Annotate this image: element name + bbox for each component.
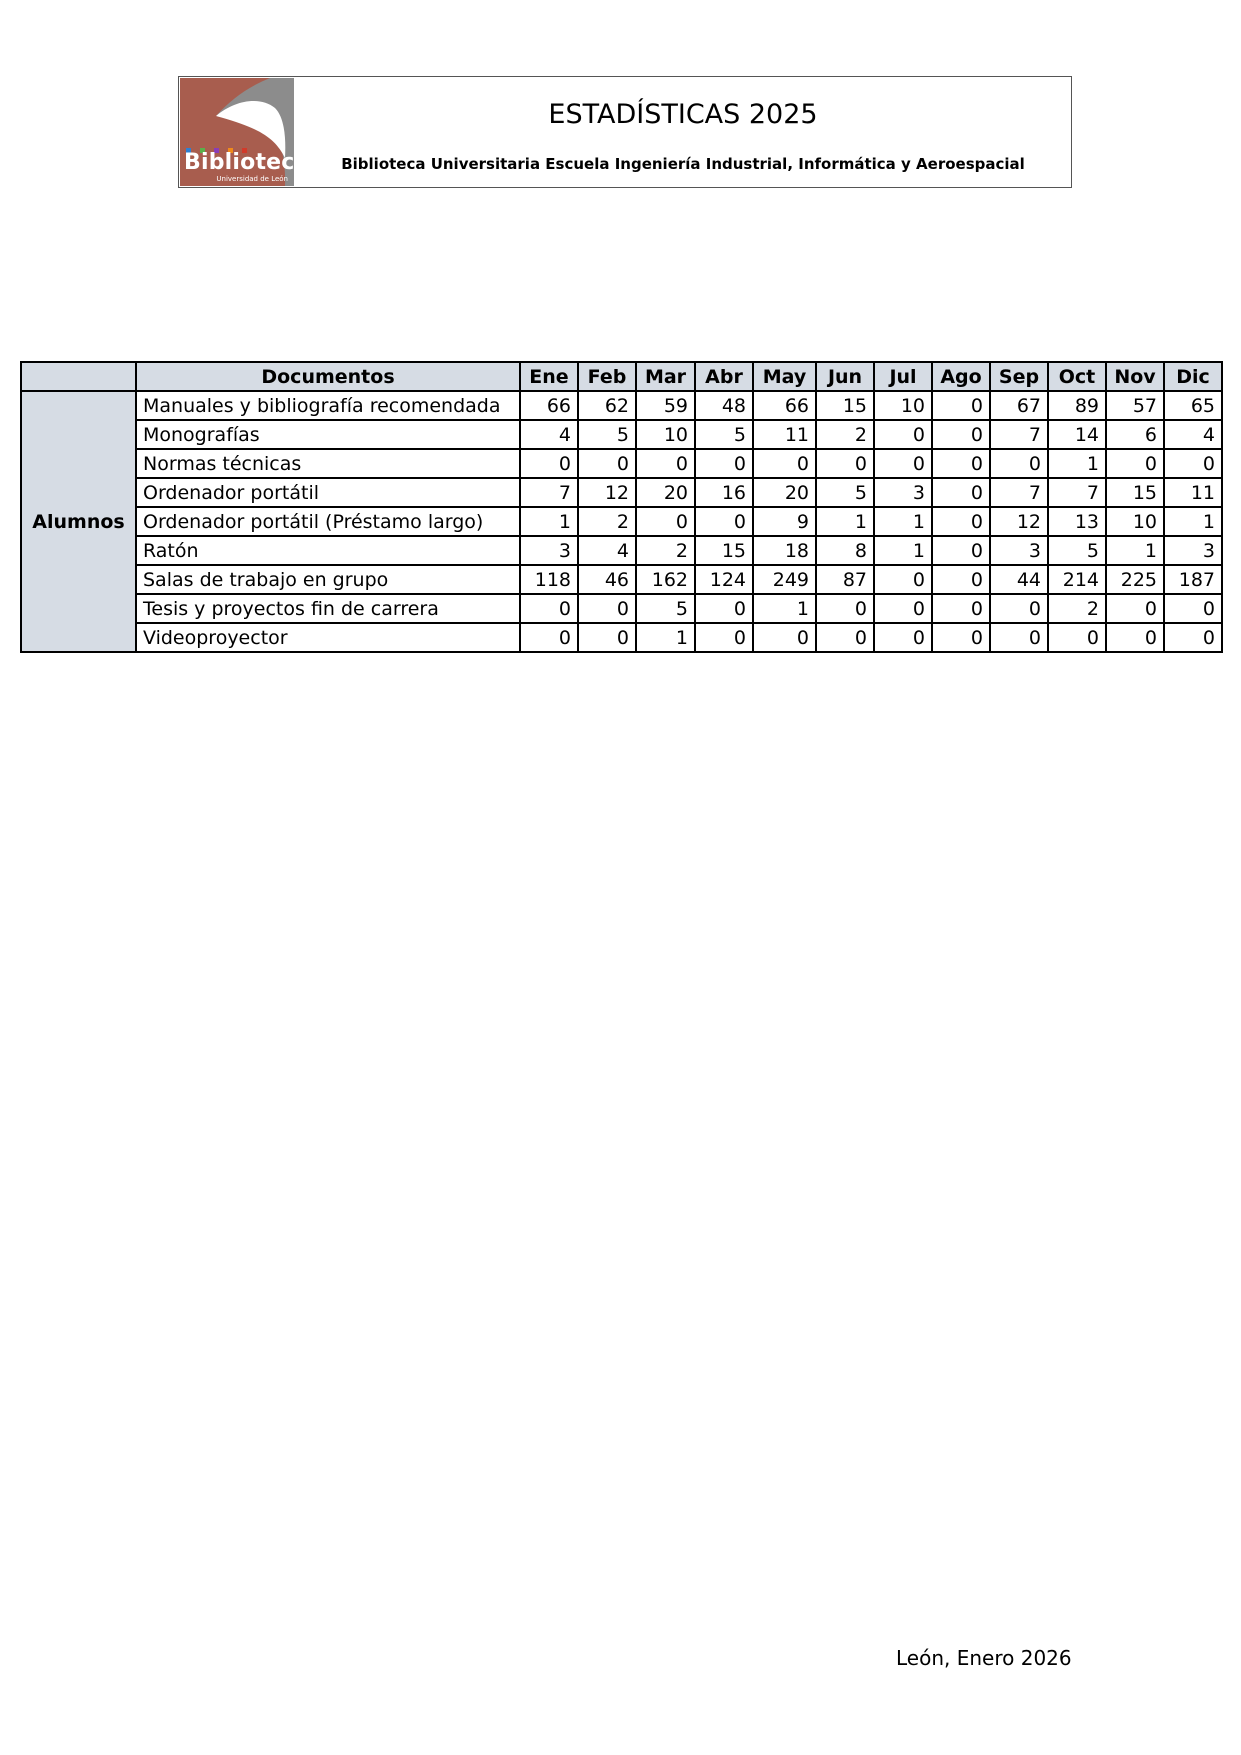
- logo-subtext: Universidad de León: [216, 175, 288, 183]
- value-cell: 162: [636, 565, 695, 594]
- statistics-table: [20, 361, 1223, 653]
- value-cell: 1: [1164, 507, 1222, 536]
- value-cell: 10: [1106, 507, 1164, 536]
- value-cell: 0: [932, 623, 990, 652]
- value-cell: 15: [695, 536, 753, 565]
- value-cell: 0: [932, 391, 990, 420]
- value-cell: 0: [874, 565, 932, 594]
- value-cell: 0: [874, 449, 932, 478]
- value-cell: 9: [753, 507, 816, 536]
- corner-cell: [21, 362, 136, 391]
- value-cell: 0: [520, 594, 578, 623]
- value-cell: 249: [753, 565, 816, 594]
- month-header: Mar: [636, 362, 695, 391]
- document-label: Manuales y bibliografía recomendada: [136, 391, 520, 420]
- table-row: [21, 594, 1222, 623]
- value-cell: 2: [636, 536, 695, 565]
- value-cell: 5: [578, 420, 636, 449]
- value-cell: 16: [695, 478, 753, 507]
- value-cell: 11: [1164, 478, 1222, 507]
- value-cell: 1: [520, 507, 578, 536]
- value-cell: 0: [816, 623, 874, 652]
- value-cell: 5: [636, 594, 695, 623]
- month-header: Feb: [578, 362, 636, 391]
- value-cell: 0: [932, 536, 990, 565]
- value-cell: 0: [695, 507, 753, 536]
- value-cell: 0: [990, 623, 1048, 652]
- value-cell: 65: [1164, 391, 1222, 420]
- page-title: ESTADÍSTICAS 2025: [548, 99, 818, 130]
- value-cell: 2: [1048, 594, 1106, 623]
- value-cell: 8: [816, 536, 874, 565]
- value-cell: 225: [1106, 565, 1164, 594]
- value-cell: 67: [990, 391, 1048, 420]
- value-cell: 5: [816, 478, 874, 507]
- value-cell: 3: [990, 536, 1048, 565]
- month-header: May: [753, 362, 816, 391]
- value-cell: 0: [520, 449, 578, 478]
- document-label: Normas técnicas: [136, 449, 520, 478]
- value-cell: 18: [753, 536, 816, 565]
- value-cell: 0: [578, 623, 636, 652]
- table-row: [21, 536, 1222, 565]
- table-row: [21, 478, 1222, 507]
- table-header-row: [21, 362, 1222, 391]
- value-cell: 1: [874, 507, 932, 536]
- value-cell: 0: [816, 449, 874, 478]
- month-header: Abr: [695, 362, 753, 391]
- value-cell: 0: [1164, 449, 1222, 478]
- month-header: Sep: [990, 362, 1048, 391]
- value-cell: 0: [636, 449, 695, 478]
- value-cell: 0: [1164, 623, 1222, 652]
- value-cell: 0: [932, 507, 990, 536]
- value-cell: 0: [932, 478, 990, 507]
- value-cell: 20: [753, 478, 816, 507]
- month-header: Jun: [816, 362, 874, 391]
- value-cell: 0: [636, 507, 695, 536]
- value-cell: 14: [1048, 420, 1106, 449]
- value-cell: 2: [816, 420, 874, 449]
- month-header: Nov: [1106, 362, 1164, 391]
- value-cell: 0: [932, 420, 990, 449]
- table-row: [21, 565, 1222, 594]
- value-cell: 0: [990, 594, 1048, 623]
- document-label: Salas de trabajo en grupo: [136, 565, 520, 594]
- value-cell: 4: [520, 420, 578, 449]
- value-cell: 1: [636, 623, 695, 652]
- value-cell: 11: [753, 420, 816, 449]
- document-label: Monografías: [136, 420, 520, 449]
- month-header: Ene: [520, 362, 578, 391]
- value-cell: 0: [695, 623, 753, 652]
- document-label: Ordenador portátil (Préstamo largo): [136, 507, 520, 536]
- value-cell: 1: [1048, 449, 1106, 478]
- value-cell: 0: [1164, 594, 1222, 623]
- table-row: [21, 391, 1222, 420]
- value-cell: 10: [874, 391, 932, 420]
- document-label: Ratón: [136, 536, 520, 565]
- value-cell: 0: [695, 449, 753, 478]
- value-cell: 0: [1048, 623, 1106, 652]
- value-cell: 13: [1048, 507, 1106, 536]
- value-cell: 187: [1164, 565, 1222, 594]
- month-header: Dic: [1164, 362, 1222, 391]
- value-cell: 12: [990, 507, 1048, 536]
- value-cell: 66: [520, 391, 578, 420]
- value-cell: 12: [578, 478, 636, 507]
- value-cell: 3: [1164, 536, 1222, 565]
- value-cell: 0: [578, 594, 636, 623]
- value-cell: 3: [874, 478, 932, 507]
- value-cell: 15: [816, 391, 874, 420]
- table-row: [21, 420, 1222, 449]
- value-cell: 6: [1106, 420, 1164, 449]
- value-cell: 1: [874, 536, 932, 565]
- value-cell: 7: [990, 478, 1048, 507]
- value-cell: 0: [874, 623, 932, 652]
- value-cell: 0: [1106, 594, 1164, 623]
- value-cell: 1: [753, 594, 816, 623]
- logo-text: Biblioteca: [184, 150, 310, 175]
- value-cell: 7: [1048, 478, 1106, 507]
- value-cell: 1: [1106, 536, 1164, 565]
- value-cell: 118: [520, 565, 578, 594]
- value-cell: 4: [578, 536, 636, 565]
- value-cell: 10: [636, 420, 695, 449]
- value-cell: 0: [874, 420, 932, 449]
- value-cell: 89: [1048, 391, 1106, 420]
- value-cell: 0: [874, 594, 932, 623]
- value-cell: 20: [636, 478, 695, 507]
- value-cell: 48: [695, 391, 753, 420]
- value-cell: 0: [932, 449, 990, 478]
- biblioteca-logo: [180, 78, 310, 186]
- value-cell: 124: [695, 565, 753, 594]
- table-body: [21, 391, 1222, 652]
- month-header: Oct: [1048, 362, 1106, 391]
- page-subtitle: Biblioteca Universitaria Escuela Ingeniería Industrial, Informática y Aeroespacial: [341, 155, 1025, 173]
- value-cell: 0: [578, 449, 636, 478]
- value-cell: 15: [1106, 478, 1164, 507]
- documents-header: Documentos: [136, 362, 520, 391]
- table-row: [21, 507, 1222, 536]
- value-cell: 0: [753, 449, 816, 478]
- value-cell: 5: [1048, 536, 1106, 565]
- value-cell: 5: [695, 420, 753, 449]
- month-header: Ago: [932, 362, 990, 391]
- value-cell: 7: [520, 478, 578, 507]
- value-cell: 62: [578, 391, 636, 420]
- value-cell: 0: [990, 449, 1048, 478]
- value-cell: 1: [816, 507, 874, 536]
- document-label: Tesis y proyectos fin de carrera: [136, 594, 520, 623]
- value-cell: 59: [636, 391, 695, 420]
- value-cell: 3: [520, 536, 578, 565]
- value-cell: 4: [1164, 420, 1222, 449]
- value-cell: 0: [932, 594, 990, 623]
- document-header: [178, 76, 1072, 188]
- place-date: León, Enero 2026: [896, 1646, 1072, 1670]
- value-cell: 46: [578, 565, 636, 594]
- value-cell: 7: [990, 420, 1048, 449]
- value-cell: 0: [753, 623, 816, 652]
- value-cell: 0: [520, 623, 578, 652]
- table-row: [21, 623, 1222, 652]
- document-label: Ordenador portátil: [136, 478, 520, 507]
- month-header: Jul: [874, 362, 932, 391]
- value-cell: 0: [1106, 623, 1164, 652]
- value-cell: 87: [816, 565, 874, 594]
- value-cell: 2: [578, 507, 636, 536]
- value-cell: 57: [1106, 391, 1164, 420]
- value-cell: 0: [816, 594, 874, 623]
- table-row: [21, 449, 1222, 478]
- value-cell: 66: [753, 391, 816, 420]
- value-cell: 214: [1048, 565, 1106, 594]
- value-cell: 0: [932, 565, 990, 594]
- group-label: Alumnos: [21, 391, 136, 652]
- document-label: Videoproyector: [136, 623, 520, 652]
- value-cell: 0: [1106, 449, 1164, 478]
- value-cell: 0: [695, 594, 753, 623]
- value-cell: 44: [990, 565, 1048, 594]
